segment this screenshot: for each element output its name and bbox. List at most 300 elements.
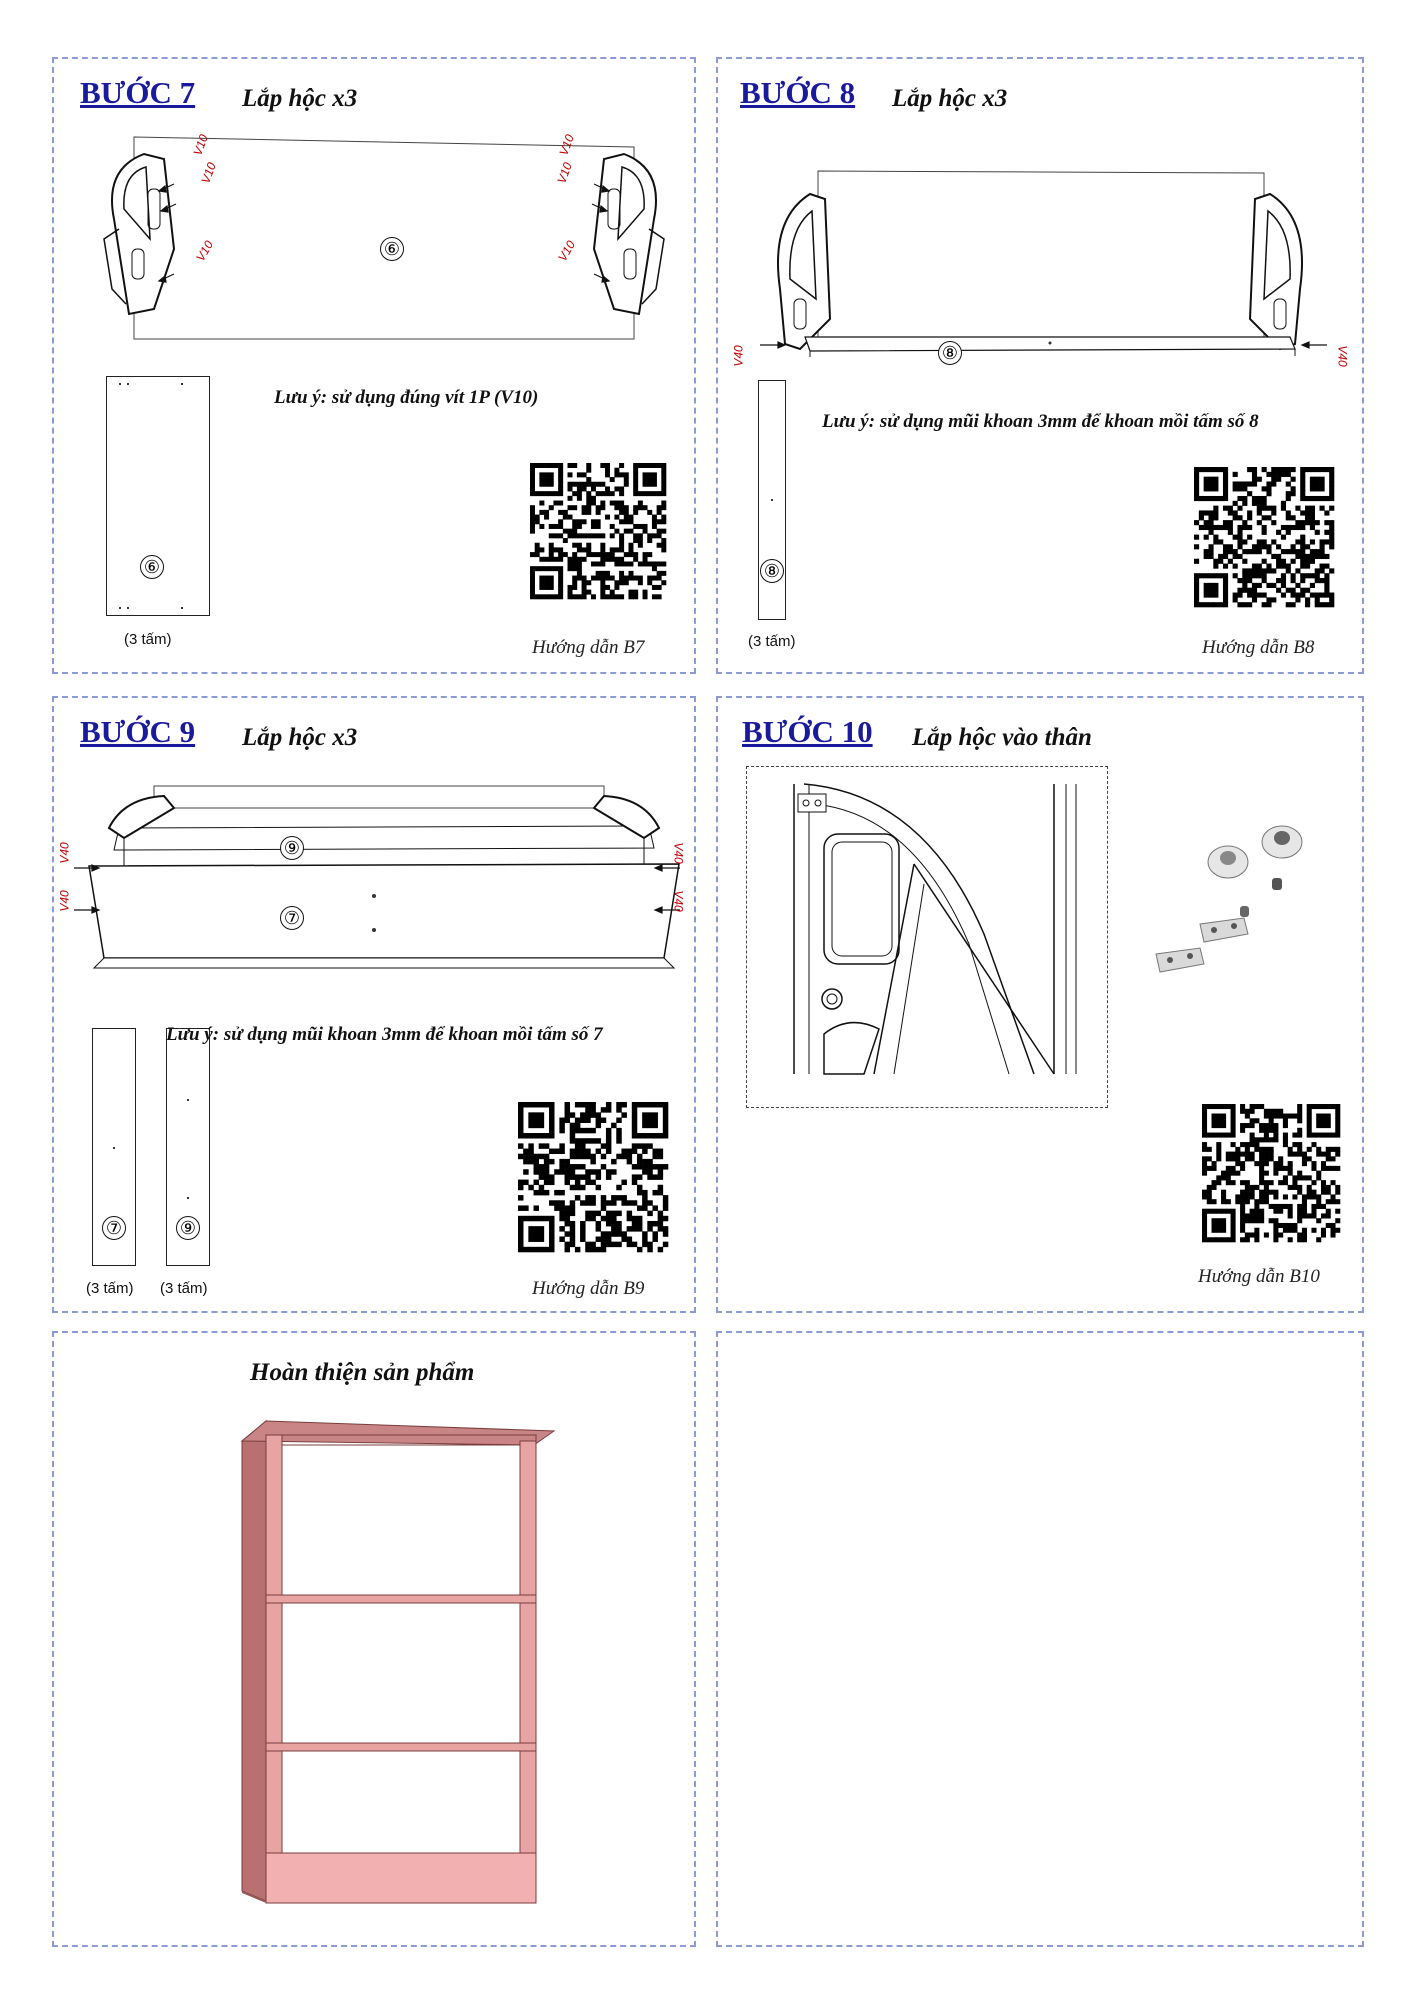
qr-module xyxy=(1320,506,1325,511)
qr-module xyxy=(596,1211,601,1216)
qr-module xyxy=(549,1242,554,1247)
qr-module xyxy=(657,519,662,524)
qr-module xyxy=(1269,1190,1274,1195)
qr-module xyxy=(1281,525,1286,530)
qr-module xyxy=(1311,1213,1316,1218)
qr-module xyxy=(1321,1152,1326,1157)
qr-module xyxy=(1247,573,1252,578)
qr-module xyxy=(1320,554,1325,559)
qr-module xyxy=(518,1216,523,1221)
qr-module xyxy=(1216,1218,1221,1223)
qr-module xyxy=(614,486,619,491)
qr-module xyxy=(1288,1161,1293,1166)
qr-module xyxy=(1204,583,1209,588)
qr-module xyxy=(570,1149,575,1154)
qr-module xyxy=(661,543,666,548)
qr-module xyxy=(1221,1175,1226,1180)
qr-module xyxy=(1245,1237,1250,1242)
qr-module xyxy=(627,1159,632,1164)
qr-module xyxy=(1311,1204,1316,1209)
qr-module xyxy=(614,561,619,566)
qr-module xyxy=(1300,486,1305,491)
qr-module xyxy=(1324,510,1329,515)
qr-module xyxy=(1247,491,1252,496)
qr-module xyxy=(1202,1218,1207,1223)
qr-module xyxy=(539,576,544,581)
qr-module xyxy=(1262,501,1267,506)
qr-module xyxy=(585,1174,590,1179)
qr-module xyxy=(572,543,577,548)
qr-module xyxy=(616,1107,621,1112)
qr-module xyxy=(628,552,633,557)
qr-module xyxy=(1291,602,1296,607)
qr-module xyxy=(1330,1133,1335,1138)
qr-module xyxy=(1262,573,1267,578)
qr-module xyxy=(563,538,568,543)
qr-module xyxy=(1302,1152,1307,1157)
qr-module xyxy=(1320,593,1325,598)
qr-module xyxy=(1311,1166,1316,1171)
qr-module xyxy=(1300,559,1305,564)
qr-module xyxy=(1278,1156,1283,1161)
qr-module xyxy=(1286,481,1291,486)
qr-module xyxy=(1252,467,1257,472)
qr-module xyxy=(624,472,629,477)
qr-module xyxy=(1228,559,1233,564)
qr-module xyxy=(558,477,563,482)
qr-module xyxy=(518,1231,523,1236)
qr-module xyxy=(1281,506,1286,511)
qr-module xyxy=(539,1112,544,1117)
qr-module xyxy=(600,533,605,538)
qr-module xyxy=(605,557,610,562)
qr-module xyxy=(638,580,643,585)
qr-module xyxy=(591,576,596,581)
qr-module xyxy=(1281,501,1286,506)
qr-module xyxy=(1216,1175,1221,1180)
qr-module xyxy=(1213,467,1218,472)
qr-module xyxy=(1257,506,1262,511)
qr-module xyxy=(1311,1142,1316,1147)
qr-module xyxy=(1335,1185,1340,1190)
qr-module xyxy=(624,580,629,585)
qr-module xyxy=(1278,1180,1283,1185)
qr-module xyxy=(1202,1104,1207,1109)
qr-module xyxy=(539,1231,544,1236)
qr-module xyxy=(1237,593,1242,598)
qr-module xyxy=(1324,588,1329,593)
qr-module xyxy=(619,580,624,585)
qr-module xyxy=(1257,539,1262,544)
qr-module xyxy=(616,1102,621,1107)
qr-module xyxy=(652,1149,657,1154)
qr-module xyxy=(1320,496,1325,501)
step9-drawer-diagram xyxy=(64,778,684,1008)
qr-module xyxy=(647,1221,652,1226)
qr-module xyxy=(1223,481,1228,486)
qr-module xyxy=(1221,1133,1226,1138)
qr-module xyxy=(1218,539,1223,544)
qr-module xyxy=(1194,583,1199,588)
qr-module xyxy=(1257,520,1262,525)
qr-module xyxy=(1242,486,1247,491)
qr-module xyxy=(1221,1218,1226,1223)
qr-module xyxy=(1194,602,1199,607)
qr-module xyxy=(570,1205,575,1210)
qr-module xyxy=(549,1112,554,1117)
qr-module xyxy=(582,547,587,552)
qr-module xyxy=(601,1118,606,1123)
qr-module xyxy=(1291,588,1296,593)
qr-module xyxy=(619,557,624,562)
qr-module xyxy=(652,491,657,496)
qr-module xyxy=(1316,1175,1321,1180)
qr-module xyxy=(658,1190,663,1195)
qr-module xyxy=(1320,486,1325,491)
qr-module xyxy=(563,515,568,520)
qr-module xyxy=(1300,520,1305,525)
qr-module xyxy=(586,477,591,482)
qr-module xyxy=(1305,520,1310,525)
qr-module xyxy=(575,1180,580,1185)
step10-panel xyxy=(716,696,1364,1313)
qr-module xyxy=(580,1138,585,1143)
qr-module xyxy=(1297,1209,1302,1214)
qr-module xyxy=(1315,496,1320,501)
qr-module xyxy=(1242,568,1247,573)
qr-module xyxy=(628,529,633,534)
qr-module xyxy=(632,1164,637,1169)
qr-module xyxy=(559,1159,564,1164)
qr-module xyxy=(534,1102,539,1107)
qr-module xyxy=(1247,515,1252,520)
qr-module xyxy=(1264,1109,1269,1114)
qr-module xyxy=(637,1154,642,1159)
qr-module xyxy=(544,1190,549,1195)
qr-module xyxy=(1213,588,1218,593)
step7-screw-label-2: V10 xyxy=(198,160,219,186)
qr-module xyxy=(553,533,558,538)
qr-module xyxy=(1213,515,1218,520)
qr-module xyxy=(528,1149,533,1154)
qr-module xyxy=(1307,1128,1312,1133)
qr-module xyxy=(1288,1228,1293,1233)
qr-module xyxy=(586,501,591,506)
qr-module xyxy=(559,1211,564,1216)
qr-module xyxy=(1202,1237,1207,1242)
qr-module xyxy=(1310,477,1315,482)
qr-module xyxy=(590,1211,595,1216)
step8-subtitle: Lắp hộc x3 xyxy=(892,85,1008,112)
qr-module xyxy=(1305,559,1310,564)
qr-module xyxy=(565,1242,570,1247)
qr-module xyxy=(1199,525,1204,530)
qr-module xyxy=(611,1226,616,1231)
qr-module xyxy=(652,561,657,566)
qr-module xyxy=(1194,535,1199,540)
qr-module xyxy=(1305,573,1310,578)
qr-module xyxy=(1213,602,1218,607)
qr-module xyxy=(1250,1185,1255,1190)
qr-module xyxy=(1288,1223,1293,1228)
qr-module xyxy=(652,1236,657,1241)
qr-module xyxy=(1288,1213,1293,1218)
qr-module xyxy=(1199,573,1204,578)
qr-module xyxy=(1273,1133,1278,1138)
qr-module xyxy=(1216,1133,1221,1138)
qr-module xyxy=(539,501,544,506)
qr-module xyxy=(621,1200,626,1205)
step7-panel xyxy=(52,57,696,674)
qr-module xyxy=(1233,564,1238,569)
qr-module xyxy=(534,1169,539,1174)
qr-module xyxy=(586,552,591,557)
qr-module xyxy=(1271,472,1276,477)
qr-module xyxy=(663,1123,668,1128)
qr-module xyxy=(601,1143,606,1148)
qr-module xyxy=(528,1247,533,1252)
qr-module xyxy=(1278,1232,1283,1237)
qr-module xyxy=(619,463,624,468)
qr-module xyxy=(1207,1199,1212,1204)
qr-module xyxy=(1221,1190,1226,1195)
qr-module xyxy=(523,1247,528,1252)
qr-module xyxy=(1326,1190,1331,1195)
qr-module xyxy=(1237,525,1242,530)
qr-module xyxy=(568,496,573,501)
qr-module xyxy=(596,524,601,529)
qr-module xyxy=(610,477,615,482)
qr-module xyxy=(575,1123,580,1128)
qr-module xyxy=(554,1200,559,1205)
qr-module xyxy=(647,1174,652,1179)
qr-module xyxy=(1208,520,1213,525)
qr-module xyxy=(1307,1194,1312,1199)
qr-module xyxy=(1271,481,1276,486)
qr-module xyxy=(544,1216,549,1221)
qr-module xyxy=(661,571,666,576)
qr-module xyxy=(1320,568,1325,573)
qr-module xyxy=(535,491,540,496)
qr-module xyxy=(549,1231,554,1236)
qr-module xyxy=(559,1216,564,1221)
qr-module xyxy=(1271,539,1276,544)
qr-module xyxy=(582,590,587,595)
qr-module xyxy=(530,519,535,524)
qr-module xyxy=(1276,530,1281,535)
qr-module xyxy=(1240,1166,1245,1171)
qr-module xyxy=(663,1107,668,1112)
qr-module xyxy=(1247,510,1252,515)
qr-module xyxy=(1276,564,1281,569)
qr-module xyxy=(1324,520,1329,525)
qr-module xyxy=(558,580,563,585)
qr-module xyxy=(1281,583,1286,588)
qr-module xyxy=(549,1107,554,1112)
qr-module xyxy=(1310,486,1315,491)
qr-module xyxy=(549,1128,554,1133)
qr-module xyxy=(1292,1194,1297,1199)
cam-lock-1 xyxy=(1262,826,1302,858)
final-panel xyxy=(52,1331,696,1947)
qr-module xyxy=(1233,481,1238,486)
qr-module xyxy=(1324,530,1329,535)
qr-module xyxy=(1286,602,1291,607)
qr-module xyxy=(619,576,624,581)
qr-module xyxy=(1208,515,1213,520)
qr-module xyxy=(586,491,591,496)
qr-module xyxy=(1250,1137,1255,1142)
qr-module xyxy=(637,1102,642,1107)
qr-module xyxy=(1266,491,1271,496)
qr-module xyxy=(580,1128,585,1133)
qr-module xyxy=(1264,1180,1269,1185)
qr-module xyxy=(1252,501,1257,506)
qr-module xyxy=(1259,1213,1264,1218)
qr-module xyxy=(1259,1175,1264,1180)
qr-module xyxy=(1278,1109,1283,1114)
qr-module xyxy=(539,1216,544,1221)
qr-module xyxy=(1221,1123,1226,1128)
qr-module xyxy=(539,1164,544,1169)
qr-module xyxy=(539,477,544,482)
qr-module xyxy=(530,529,535,534)
qr-module xyxy=(1300,564,1305,569)
qr-module xyxy=(627,1154,632,1159)
qr-module xyxy=(590,1195,595,1200)
qr-module xyxy=(1316,1204,1321,1209)
qr-module xyxy=(628,594,633,599)
qr-module xyxy=(647,533,652,538)
qr-module xyxy=(1202,1209,1207,1214)
qr-module xyxy=(652,1118,657,1123)
qr-module xyxy=(1207,1190,1212,1195)
qr-module xyxy=(1315,593,1320,598)
qr-module xyxy=(1335,1218,1340,1223)
qr-module xyxy=(633,486,638,491)
qr-module xyxy=(549,1247,554,1252)
qr-module xyxy=(1302,1194,1307,1199)
qr-module xyxy=(663,1242,668,1247)
qr-module xyxy=(1242,573,1247,578)
qr-module xyxy=(658,1247,663,1252)
qr-module xyxy=(1300,472,1305,477)
qr-module xyxy=(570,1221,575,1226)
qr-module xyxy=(568,529,573,534)
qr-module xyxy=(1273,1237,1278,1242)
qr-module xyxy=(596,1138,601,1143)
qr-module xyxy=(1266,583,1271,588)
qr-module xyxy=(1321,1123,1326,1128)
qr-module xyxy=(1257,564,1262,569)
qr-module xyxy=(1273,1218,1278,1223)
qr-module xyxy=(575,1154,580,1159)
qr-module xyxy=(1240,1104,1245,1109)
qr-module xyxy=(628,561,633,566)
qr-module xyxy=(563,552,568,557)
qr-module xyxy=(1329,491,1334,496)
step7-screw-label-6: V10 xyxy=(555,238,579,264)
qr-module xyxy=(523,1159,528,1164)
qr-module xyxy=(1208,588,1213,593)
qr-module xyxy=(1216,1223,1221,1228)
qr-module xyxy=(570,1128,575,1133)
qr-module xyxy=(534,1159,539,1164)
qr-module xyxy=(596,1236,601,1241)
qr-module xyxy=(1305,544,1310,549)
qr-module xyxy=(1250,1218,1255,1223)
qr-module xyxy=(643,552,648,557)
qr-module xyxy=(1330,1228,1335,1233)
qr-module xyxy=(1231,1171,1236,1176)
qr-module xyxy=(558,472,563,477)
qr-module xyxy=(661,580,666,585)
qr-module xyxy=(558,576,563,581)
qr-module xyxy=(559,1128,564,1133)
qr-module xyxy=(1223,544,1228,549)
qr-module xyxy=(554,1205,559,1210)
qr-module xyxy=(1291,491,1296,496)
qr-module xyxy=(1297,1114,1302,1119)
qr-module xyxy=(1316,1237,1321,1242)
qr-module xyxy=(530,510,535,515)
step9-screw-label-3: V40 xyxy=(671,842,686,864)
qr-module xyxy=(658,1226,663,1231)
qr-module xyxy=(1291,573,1296,578)
step7-screw-label-3: V10 xyxy=(193,238,217,264)
qr-module xyxy=(585,1128,590,1133)
step9-part-number-7: ⑦ xyxy=(102,1216,126,1240)
qr-module xyxy=(1330,1156,1335,1161)
qr-module xyxy=(1204,602,1209,607)
qr-module xyxy=(1213,559,1218,564)
qr-module xyxy=(549,552,554,557)
step10-hardware-parts xyxy=(1148,816,1348,996)
qr-module xyxy=(1286,496,1291,501)
qr-module xyxy=(647,477,652,482)
qr-module xyxy=(565,1174,570,1179)
qr-module xyxy=(1283,1118,1288,1123)
qr-module xyxy=(658,1174,663,1179)
qr-module xyxy=(1295,549,1300,554)
qr-module xyxy=(1208,583,1213,588)
qr-module xyxy=(1297,1109,1302,1114)
qr-module xyxy=(549,491,554,496)
qr-module xyxy=(1273,1204,1278,1209)
qr-module xyxy=(1316,1218,1321,1223)
qr-module xyxy=(614,472,619,477)
qr-module xyxy=(585,1242,590,1247)
qr-module xyxy=(657,561,662,566)
qr-module xyxy=(642,1143,647,1148)
qr-module xyxy=(606,1236,611,1241)
qr-module xyxy=(1330,1166,1335,1171)
qr-module xyxy=(611,1221,616,1226)
qr-module xyxy=(1300,539,1305,544)
qr-module xyxy=(1297,1190,1302,1195)
qr-module xyxy=(1292,1228,1297,1233)
step10-guide: Hướng dẫn B10 xyxy=(1198,1266,1320,1287)
qr-module xyxy=(647,561,652,566)
qr-module xyxy=(1252,544,1257,549)
qr-module xyxy=(657,543,662,548)
qr-module xyxy=(1297,1147,1302,1152)
qr-module xyxy=(577,524,582,529)
qr-module xyxy=(1231,1237,1236,1242)
qr-module xyxy=(663,1128,668,1133)
qr-module xyxy=(1231,1104,1236,1109)
qr-module xyxy=(1315,573,1320,578)
